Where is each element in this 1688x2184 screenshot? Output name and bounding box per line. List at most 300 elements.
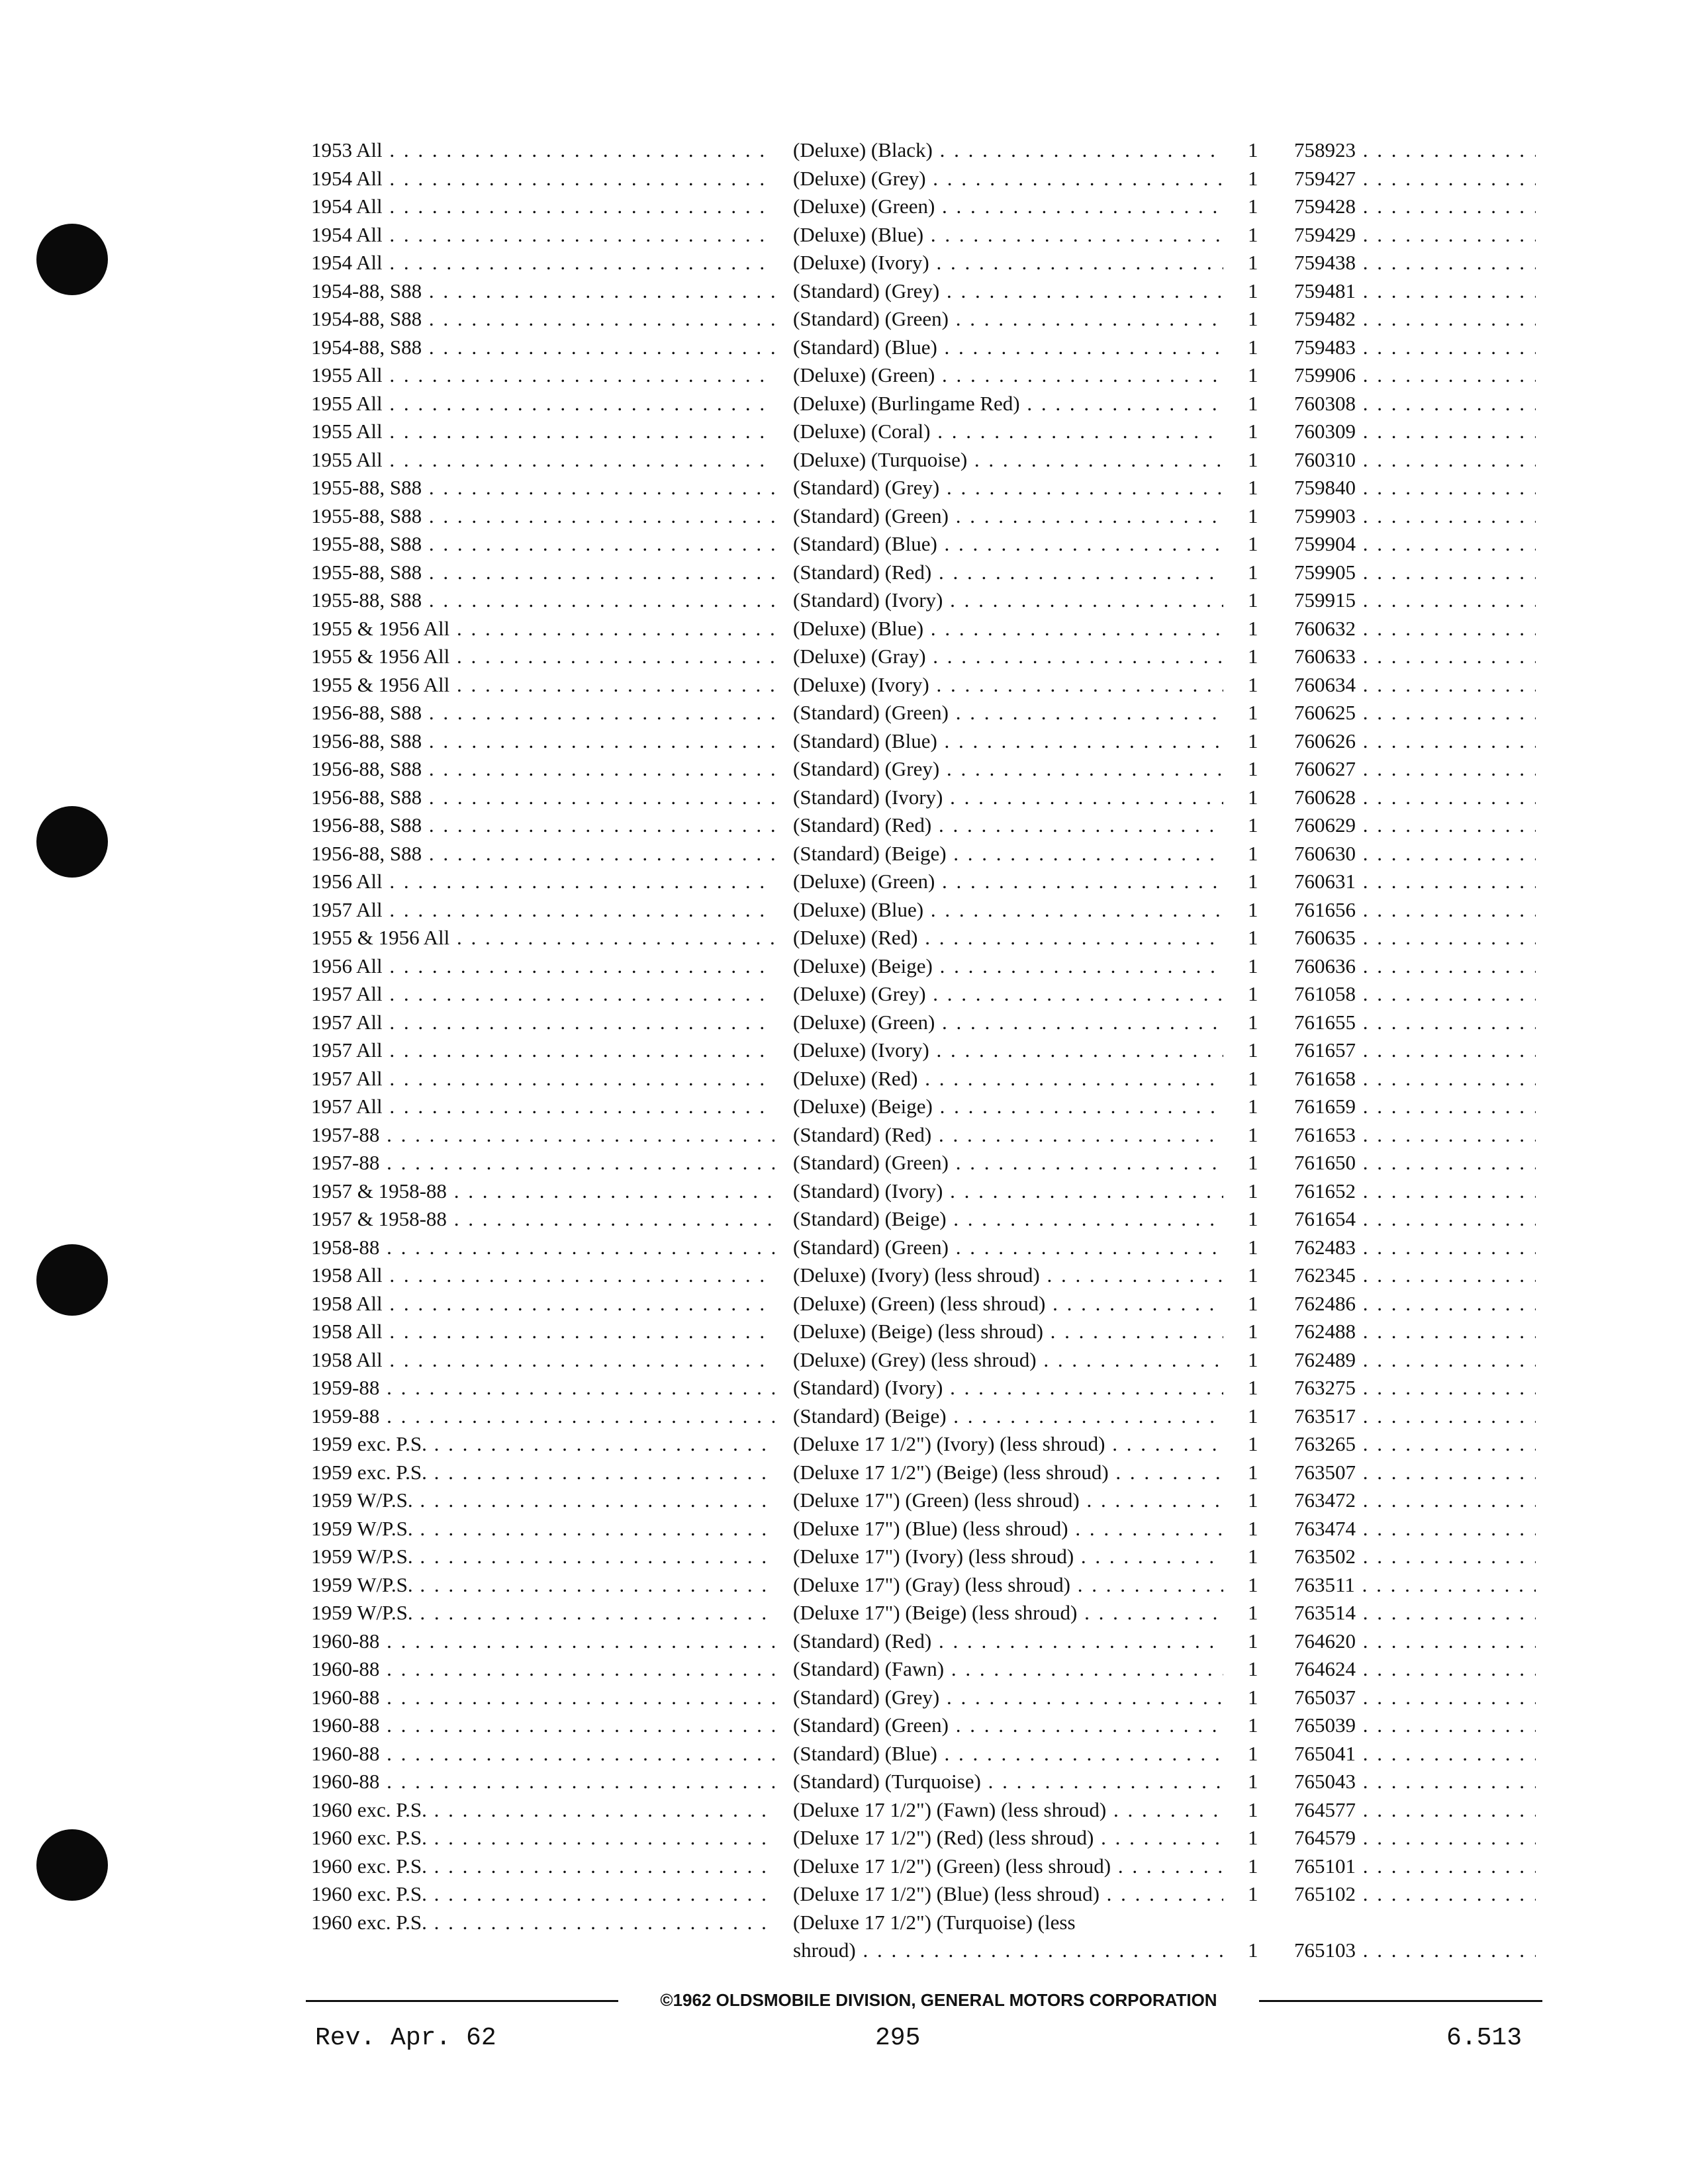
parts-row — [0, 1402, 1688, 1431]
parts-row — [0, 558, 1688, 587]
quantity-cell: 1 — [1248, 982, 1258, 1005]
part-number-cell: 764577 . . . — [1294, 1796, 1536, 1825]
model-cell: 1955-88, S88 . . . — [311, 558, 774, 587]
parts-row — [0, 754, 1688, 784]
quantity-cell: 1 — [1248, 1517, 1258, 1540]
quantity-cell: 1 — [1248, 1882, 1258, 1905]
model-cell: 1957 All . . . — [311, 895, 774, 925]
parts-row — [0, 1823, 1688, 1852]
description-cell: shroud) . . . — [793, 1936, 1223, 1965]
parts-row — [0, 1486, 1688, 1515]
model-cell: 1955 All . . . — [311, 417, 774, 446]
description-cell: (Deluxe 17 1/2") (Turquoise) (less — [793, 1911, 1076, 1934]
model-cell: 1960 exc. P.S. . . . — [311, 1852, 774, 1881]
part-number-cell: 759427 . . . — [1294, 164, 1536, 193]
part-number-cell: 759903 . . . — [1294, 502, 1536, 531]
parts-row — [0, 1373, 1688, 1402]
description-cell: (Deluxe 17 1/2") (Ivory) (less shroud) . . . — [793, 1430, 1223, 1459]
parts-row — [0, 1458, 1688, 1487]
quantity-cell: 1 — [1248, 1123, 1258, 1146]
quantity-cell: 1 — [1248, 701, 1258, 724]
model-cell: 1960-88 . . . — [311, 1683, 774, 1712]
parts-row — [0, 1796, 1688, 1825]
model-cell: 1956-88, S88 . . . — [311, 754, 774, 784]
parts-row — [0, 783, 1688, 812]
model-cell: 1955-88, S88 . . . — [311, 529, 774, 559]
quantity-cell: 1 — [1248, 926, 1258, 949]
model-cell: 1959 W/P.S. . . . — [311, 1542, 774, 1571]
description-cell: (Standard) (Ivory) . . . — [793, 1373, 1223, 1402]
model-cell: 1955-88, S88 . . . — [311, 586, 774, 615]
quantity-cell: 1 — [1248, 1067, 1258, 1090]
description-cell: (Deluxe) (Blue) . . . — [793, 220, 1223, 250]
quantity-cell: 1 — [1248, 1038, 1258, 1062]
part-number-cell: 765041 . . . — [1294, 1739, 1536, 1768]
parts-row — [0, 1683, 1688, 1712]
model-cell: 1960 exc. P.S. . . . — [311, 1880, 774, 1909]
quantity-cell: 1 — [1248, 786, 1258, 809]
model-cell: 1959 W/P.S. . . . — [311, 1598, 774, 1627]
description-cell: (Standard) (Grey) . . . — [793, 1683, 1223, 1712]
description-cell: (Deluxe) (Red) . . . — [793, 923, 1223, 952]
model-cell: 1959 W/P.S. . . . — [311, 1570, 774, 1600]
part-number-cell: 763511 . . . — [1294, 1570, 1536, 1600]
description-cell: (Standard) (Green) . . . — [793, 304, 1223, 334]
section-number: 6.513 — [1446, 2024, 1523, 2052]
part-number-cell: 763265 . . . — [1294, 1430, 1536, 1459]
model-cell: 1956-88, S88 . . . — [311, 811, 774, 840]
quantity-cell: 1 — [1248, 167, 1258, 190]
part-number-cell: 761058 . . . — [1294, 979, 1536, 1009]
quantity-cell: 1 — [1248, 1292, 1258, 1315]
model-cell: 1953 All . . . — [311, 136, 774, 165]
quantity-cell: 1 — [1248, 1011, 1258, 1034]
rule-left — [306, 2000, 618, 2002]
part-number-cell: 760626 . . . — [1294, 727, 1536, 756]
parts-row — [0, 586, 1688, 615]
part-number-cell: 761656 . . . — [1294, 895, 1536, 925]
quantity-cell: 1 — [1248, 1348, 1258, 1371]
parts-row — [0, 1008, 1688, 1037]
description-cell: (Standard) (Red) . . . — [793, 1120, 1223, 1150]
parts-row — [0, 529, 1688, 559]
description-cell: (Standard) (Green) . . . — [793, 1711, 1223, 1740]
model-cell: 1955-88, S88 . . . — [311, 502, 774, 531]
part-number-cell: 759915 . . . — [1294, 586, 1536, 615]
parts-row — [0, 670, 1688, 700]
model-cell: 1958-88 . . . — [311, 1233, 774, 1262]
parts-row — [0, 727, 1688, 756]
model-cell: 1960-88 . . . — [311, 1711, 774, 1740]
description-cell: (Standard) (Grey) . . . — [793, 473, 1223, 502]
parts-row — [0, 1092, 1688, 1121]
quantity-cell: 1 — [1248, 1573, 1258, 1596]
model-cell: 1955 All . . . — [311, 445, 774, 475]
quantity-cell: 1 — [1248, 729, 1258, 752]
part-number-cell: 760625 . . . — [1294, 698, 1536, 727]
quantity-cell: 1 — [1248, 813, 1258, 837]
model-cell: 1954-88, S88 . . . — [311, 277, 774, 306]
parts-row — [0, 136, 1688, 165]
part-number-cell: 759840 . . . — [1294, 473, 1536, 502]
description-cell: (Standard) (Beige) . . . — [793, 839, 1223, 868]
part-number-cell: 760634 . . . — [1294, 670, 1536, 700]
parts-row — [0, 1036, 1688, 1065]
model-cell: 1956-88, S88 . . . — [311, 783, 774, 812]
description-cell: (Deluxe) (Beige) . . . — [793, 952, 1223, 981]
parts-row — [0, 952, 1688, 981]
part-number-cell: 763275 . . . — [1294, 1373, 1536, 1402]
parts-row — [0, 1542, 1688, 1571]
model-cell: 1956-88, S88 . . . — [311, 839, 774, 868]
model-cell: 1960 exc. P.S. . . . — [311, 1823, 774, 1852]
quantity-cell: 1 — [1248, 1629, 1258, 1653]
quantity-cell: 1 — [1248, 363, 1258, 387]
part-number-cell: 763507 . . . — [1294, 1458, 1536, 1487]
quantity-cell: 1 — [1248, 898, 1258, 921]
quantity-cell: 1 — [1248, 842, 1258, 865]
page-number: 295 — [875, 2024, 921, 2052]
description-cell: (Deluxe 17 1/2") (Fawn) (less shroud) . . . — [793, 1796, 1223, 1825]
part-number-cell: 760636 . . . — [1294, 952, 1536, 981]
parts-row — [0, 1598, 1688, 1627]
rule-right — [1259, 2000, 1542, 2002]
quantity-cell: 1 — [1248, 476, 1258, 499]
model-cell: 1954 All . . . — [311, 248, 774, 277]
description-cell: (Standard) (Red) . . . — [793, 1627, 1223, 1656]
description-cell: (Standard) (Ivory) . . . — [793, 783, 1223, 812]
part-number-cell: 762489 . . . — [1294, 1345, 1536, 1375]
model-cell: 1954 All . . . — [311, 164, 774, 193]
part-number-cell: 761655 . . . — [1294, 1008, 1536, 1037]
part-number-cell: 765037 . . . — [1294, 1683, 1536, 1712]
model-cell: 1959 W/P.S. . . . — [311, 1514, 774, 1543]
part-number-cell: 763502 . . . — [1294, 1542, 1536, 1571]
part-number-cell: 761652 . . . — [1294, 1177, 1536, 1206]
description-cell: (Deluxe) (Coral) . . . — [793, 417, 1223, 446]
description-cell: (Standard) (Beige) . . . — [793, 1402, 1223, 1431]
quantity-cell: 1 — [1248, 1151, 1258, 1174]
part-number-cell: 765102 . . . — [1294, 1880, 1536, 1909]
description-cell: (Deluxe) (Green) . . . — [793, 361, 1223, 390]
part-number-cell: 764620 . . . — [1294, 1627, 1536, 1656]
parts-row — [0, 1345, 1688, 1375]
parts-row — [0, 1711, 1688, 1740]
description-cell: (Deluxe) (Blue) . . . — [793, 614, 1223, 643]
parts-row — [0, 248, 1688, 277]
parts-row — [0, 417, 1688, 446]
description-cell: (Standard) (Red) . . . — [793, 811, 1223, 840]
quantity-cell: 1 — [1248, 504, 1258, 527]
part-number-cell: 760310 . . . — [1294, 445, 1536, 475]
part-number-cell: 763514 . . . — [1294, 1598, 1536, 1627]
description-cell: (Deluxe) (Red) . . . — [793, 1064, 1223, 1093]
description-cell: (Deluxe 17") (Gray) (less shroud) . . . — [793, 1570, 1223, 1600]
model-cell: 1955 & 1956 All . . . — [311, 670, 774, 700]
part-number-cell: 765043 . . . — [1294, 1767, 1536, 1796]
quantity-cell: 1 — [1248, 1095, 1258, 1118]
quantity-cell: 1 — [1248, 1320, 1258, 1343]
description-cell: (Deluxe) (Green) . . . — [793, 1008, 1223, 1037]
model-cell: 1957 All . . . — [311, 1064, 774, 1093]
parts-row — [0, 895, 1688, 925]
model-cell: 1955 All . . . — [311, 389, 774, 418]
parts-row — [0, 1205, 1688, 1234]
model-cell: 1957 All . . . — [311, 1036, 774, 1065]
parts-row — [0, 1064, 1688, 1093]
parts-row — [0, 1430, 1688, 1459]
quantity-cell: 1 — [1248, 195, 1258, 218]
quantity-cell: 1 — [1248, 251, 1258, 274]
part-number-cell: 759428 . . . — [1294, 192, 1536, 221]
part-number-cell: 762345 . . . — [1294, 1261, 1536, 1290]
quantity-cell: 1 — [1248, 1207, 1258, 1230]
description-cell: (Standard) (Green) . . . — [793, 1148, 1223, 1177]
quantity-cell: 1 — [1248, 1798, 1258, 1821]
part-number-cell: 762486 . . . — [1294, 1289, 1536, 1318]
description-cell: (Deluxe 17 1/2") (Beige) (less shroud) . . . — [793, 1458, 1223, 1487]
model-cell: 1959 W/P.S. . . . — [311, 1486, 774, 1515]
model-cell: 1957 & 1958-88 . . . — [311, 1177, 774, 1206]
quantity-cell: 1 — [1248, 1461, 1258, 1484]
quantity-cell: 1 — [1248, 1376, 1258, 1399]
part-number-cell: 760633 . . . — [1294, 642, 1536, 671]
parts-row — [0, 811, 1688, 840]
parts-row — [0, 502, 1688, 531]
parts-row — [0, 1570, 1688, 1600]
model-cell: 1959-88 . . . — [311, 1402, 774, 1431]
quantity-cell: 1 — [1248, 870, 1258, 893]
parts-row — [0, 1177, 1688, 1206]
description-cell: (Deluxe 17 1/2") (Blue) (less shroud) . . . — [793, 1880, 1223, 1909]
parts-row — [0, 1120, 1688, 1150]
quantity-cell: 1 — [1248, 1545, 1258, 1568]
part-number-cell: 761650 . . . — [1294, 1148, 1536, 1177]
quantity-cell: 1 — [1248, 279, 1258, 302]
model-cell: 1954 All . . . — [311, 220, 774, 250]
quantity-cell: 1 — [1248, 1686, 1258, 1709]
parts-row — [0, 1627, 1688, 1656]
part-number-cell: 760631 . . . — [1294, 867, 1536, 896]
model-cell: 1959 exc. P.S. . . . — [311, 1458, 774, 1487]
model-cell: 1960-88 . . . — [311, 1627, 774, 1656]
description-cell: (Standard) (Red) . . . — [793, 558, 1223, 587]
quantity-cell: 1 — [1248, 1713, 1258, 1737]
model-cell: 1958 All . . . — [311, 1289, 774, 1318]
quantity-cell: 1 — [1248, 1770, 1258, 1793]
part-number-cell: 764624 . . . — [1294, 1655, 1536, 1684]
model-cell: 1960-88 . . . — [311, 1767, 774, 1796]
quantity-cell: 1 — [1248, 1432, 1258, 1455]
part-number-cell: 758923 . . . — [1294, 136, 1536, 165]
part-number-cell: 763517 . . . — [1294, 1402, 1536, 1431]
copyright-line: ©1962 OLDSMOBILE DIVISION, GENERAL MOTORS CORPORATION — [660, 1990, 1217, 2010]
part-number-cell: 760632 . . . — [1294, 614, 1536, 643]
part-number-cell: 759482 . . . — [1294, 304, 1536, 334]
quantity-cell: 1 — [1248, 392, 1258, 415]
description-cell: (Standard) (Blue) . . . — [793, 529, 1223, 559]
parts-row — [0, 220, 1688, 250]
quantity-cell: 1 — [1248, 1601, 1258, 1624]
description-cell: (Deluxe) (Blue) . . . — [793, 895, 1223, 925]
description-cell: (Deluxe) (Ivory) . . . — [793, 248, 1223, 277]
model-cell: 1958 All . . . — [311, 1261, 774, 1290]
model-cell: 1959 exc. P.S. . . . — [311, 1430, 774, 1459]
description-cell: (Deluxe) (Turquoise) . . . — [793, 445, 1223, 475]
quantity-cell: 1 — [1248, 617, 1258, 640]
parts-row — [0, 1514, 1688, 1543]
part-number-cell: 759438 . . . — [1294, 248, 1536, 277]
quantity-cell: 1 — [1248, 336, 1258, 359]
description-cell: (Deluxe) (Beige) . . . — [793, 1092, 1223, 1121]
quantity-cell: 1 — [1248, 307, 1258, 330]
model-cell: 1959-88 . . . — [311, 1373, 774, 1402]
part-number-cell: 763474 . . . — [1294, 1514, 1536, 1543]
description-cell: (Standard) (Blue) . . . — [793, 1739, 1223, 1768]
part-number-cell: 760629 . . . — [1294, 811, 1536, 840]
parts-row — [0, 389, 1688, 418]
description-cell: (Deluxe 17 1/2") (Green) (less shroud) . . . — [793, 1852, 1223, 1881]
quantity-cell: 1 — [1248, 532, 1258, 555]
parts-row — [0, 1655, 1688, 1684]
quantity-cell: 1 — [1248, 757, 1258, 780]
description-cell: (Deluxe) (Burlingame Red) . . . — [793, 389, 1223, 418]
description-cell: (Deluxe) (Grey) (less shroud) . . . — [793, 1345, 1223, 1375]
part-number-cell: 761654 . . . — [1294, 1205, 1536, 1234]
description-cell: (Deluxe 17") (Blue) (less shroud) . . . — [793, 1514, 1223, 1543]
quantity-cell: 1 — [1248, 223, 1258, 246]
model-cell: 1956 All . . . — [311, 867, 774, 896]
part-number-cell: 759906 . . . — [1294, 361, 1536, 390]
quantity-cell: 1 — [1248, 1236, 1258, 1259]
quantity-cell: 1 — [1248, 588, 1258, 612]
quantity-cell: 1 — [1248, 420, 1258, 443]
model-cell: 1957 & 1958-88 . . . — [311, 1205, 774, 1234]
description-cell: (Deluxe 17") (Ivory) (less shroud) . . . — [793, 1542, 1223, 1571]
part-number-cell: 760627 . . . — [1294, 754, 1536, 784]
description-cell: (Standard) (Green) . . . — [793, 1233, 1223, 1262]
model-cell: 1960 exc. P.S. . . . — [311, 1796, 774, 1825]
parts-row — [0, 614, 1688, 643]
part-number-cell: 765039 . . . — [1294, 1711, 1536, 1740]
quantity-cell: 1 — [1248, 1854, 1258, 1878]
quantity-cell: 1 — [1248, 645, 1258, 668]
parts-row — [0, 1908, 1688, 1937]
parts-row — [0, 473, 1688, 502]
parts-row — [0, 839, 1688, 868]
copyright-rule — [306, 1987, 1542, 2013]
model-cell: 1957-88 . . . — [311, 1148, 774, 1177]
model-cell: 1955 & 1956 All . . . — [311, 614, 774, 643]
description-cell: (Deluxe) (Green) (less shroud) . . . — [793, 1289, 1223, 1318]
model-cell: 1954-88, S88 . . . — [311, 304, 774, 334]
parts-row — [0, 979, 1688, 1009]
parts-row — [0, 445, 1688, 475]
part-number-cell: 760630 . . . — [1294, 839, 1536, 868]
quantity-cell: 1 — [1248, 1404, 1258, 1428]
parts-row — [0, 698, 1688, 727]
description-cell: (Standard) (Ivory) . . . — [793, 1177, 1223, 1206]
model-cell: 1955 & 1956 All . . . — [311, 923, 774, 952]
parts-row — [0, 1880, 1688, 1909]
part-number-cell: 759905 . . . — [1294, 558, 1536, 587]
part-number-cell: 765101 . . . — [1294, 1852, 1536, 1881]
parts-row — [0, 1852, 1688, 1881]
part-number-cell: 760635 . . . — [1294, 923, 1536, 952]
model-cell: 1955 & 1956 All . . . — [311, 642, 774, 671]
quantity-cell: 1 — [1248, 1488, 1258, 1512]
part-number-cell: 759429 . . . — [1294, 220, 1536, 250]
part-number-cell: 762488 . . . — [1294, 1317, 1536, 1346]
model-cell: 1957-88 . . . — [311, 1120, 774, 1150]
part-number-cell: 763472 . . . — [1294, 1486, 1536, 1515]
model-cell: 1960 exc. P.S. . . . — [311, 1908, 774, 1937]
parts-row — [0, 192, 1688, 221]
model-cell: 1958 All . . . — [311, 1345, 774, 1375]
parts-row — [0, 1289, 1688, 1318]
part-number-cell: 764579 . . . — [1294, 1823, 1536, 1852]
description-cell: (Standard) (Green) . . . — [793, 502, 1223, 531]
model-cell: 1955-88, S88 . . . — [311, 473, 774, 502]
quantity-cell: 1 — [1248, 673, 1258, 696]
parts-row — [0, 277, 1688, 306]
description-cell: (Standard) (Grey) . . . — [793, 754, 1223, 784]
part-number-cell: 759904 . . . — [1294, 529, 1536, 559]
parts-row — [0, 1936, 1688, 1965]
description-cell: (Deluxe 17") (Beige) (less shroud) . . . — [793, 1598, 1223, 1627]
description-cell: (Standard) (Fawn) . . . — [793, 1655, 1223, 1684]
part-number-cell: 760628 . . . — [1294, 783, 1536, 812]
parts-row — [0, 361, 1688, 390]
part-number-cell: 760309 . . . — [1294, 417, 1536, 446]
description-cell: (Deluxe) (Black) . . . — [793, 136, 1223, 165]
description-cell: (Deluxe) (Ivory) (less shroud) . . . — [793, 1261, 1223, 1290]
revision-date: Rev. Apr. 62 — [315, 2024, 496, 2052]
parts-row — [0, 1739, 1688, 1768]
quantity-cell: 1 — [1248, 1742, 1258, 1765]
part-number-cell: 762483 . . . — [1294, 1233, 1536, 1262]
parts-row — [0, 1767, 1688, 1796]
description-cell: (Deluxe) (Green) . . . — [793, 192, 1223, 221]
part-number-cell: 761658 . . . — [1294, 1064, 1536, 1093]
part-number-cell: 760308 . . . — [1294, 389, 1536, 418]
parts-row — [0, 923, 1688, 952]
description-cell: (Standard) (Blue) . . . — [793, 727, 1223, 756]
model-cell: 1960-88 . . . — [311, 1655, 774, 1684]
description-cell: (Deluxe 17") (Green) (less shroud) . . . — [793, 1486, 1223, 1515]
model-cell: 1954 All . . . — [311, 192, 774, 221]
quantity-cell: 1 — [1248, 1179, 1258, 1203]
parts-row — [0, 1233, 1688, 1262]
model-cell: 1956 All . . . — [311, 952, 774, 981]
quantity-cell: 1 — [1248, 448, 1258, 471]
model-cell: 1957 All . . . — [311, 979, 774, 1009]
description-cell: (Standard) (Beige) . . . — [793, 1205, 1223, 1234]
parts-row — [0, 867, 1688, 896]
model-cell: 1958 All . . . — [311, 1317, 774, 1346]
description-cell: (Deluxe) (Gray) . . . — [793, 642, 1223, 671]
parts-row — [0, 1148, 1688, 1177]
part-number-cell: 761653 . . . — [1294, 1120, 1536, 1150]
description-cell: (Standard) (Turquoise) . . . — [793, 1767, 1223, 1796]
model-cell: 1957 All . . . — [311, 1008, 774, 1037]
description-cell: (Deluxe 17 1/2") (Red) (less shroud) . . . — [793, 1823, 1223, 1852]
description-cell: (Standard) (Ivory) . . . — [793, 586, 1223, 615]
model-cell: 1956-88, S88 . . . — [311, 727, 774, 756]
model-cell: 1955 All . . . — [311, 361, 774, 390]
quantity-cell: 1 — [1248, 954, 1258, 978]
parts-row — [0, 304, 1688, 334]
